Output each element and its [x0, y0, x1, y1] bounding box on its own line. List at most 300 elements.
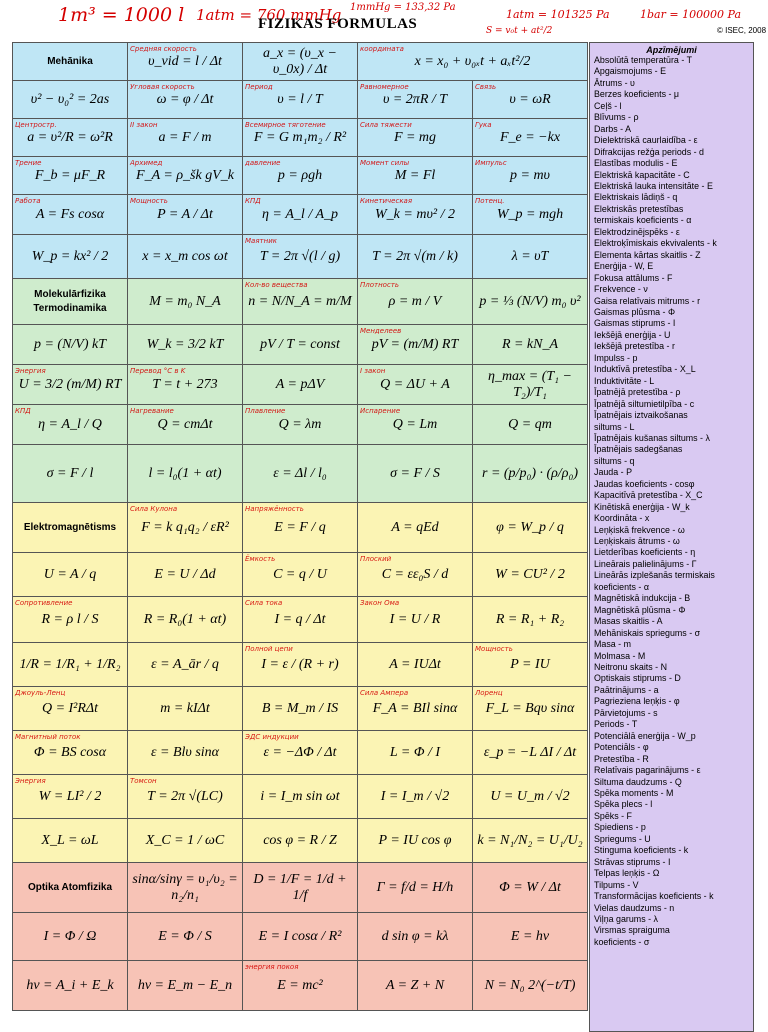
formula-cell — [13, 731, 128, 775]
legend-item: siltums - L — [594, 421, 635, 432]
formula-cell — [13, 643, 128, 687]
legend-item: Elektroķīmiskais ekvivalents - k — [594, 238, 717, 249]
formula: C = q / U — [273, 566, 327, 582]
handwritten-annotation: Закон Ома — [360, 599, 400, 607]
formula-cell — [358, 503, 473, 553]
legend-item: Elektriskā lauka intensitāte - E — [594, 180, 713, 191]
legend-item: Spiediens - p — [594, 822, 646, 833]
legend-item: Elektrodzinējspēks - ε — [594, 226, 680, 237]
formula: E = mc² — [277, 977, 323, 993]
formula: Φ = W / Δt — [499, 879, 561, 895]
formula-cell — [243, 235, 358, 279]
formula-cell — [358, 775, 473, 819]
legend-item: Pretestība - R — [594, 753, 649, 764]
formula: ρ = m / V — [388, 293, 442, 309]
formula-cell — [473, 279, 588, 325]
handwritten-note: 1atm = 101325 Pa — [506, 8, 610, 21]
formula: η_max = (T₁ − T₂)/T₁ — [488, 368, 572, 400]
legend-item: Īpatnējais kušanas siltums - λ — [594, 432, 710, 443]
section-title: Molekulārfizika Termodinamika — [33, 289, 107, 314]
legend-item: Spriegums - U — [594, 833, 651, 844]
formula-cell — [473, 195, 588, 235]
formula: U = 3/2 (m/M) RT — [18, 376, 122, 392]
handwritten-annotation: Потенц. — [475, 197, 505, 205]
formula-cell — [473, 775, 588, 819]
formula-cell — [128, 643, 243, 687]
formula: Q = I²RΔt — [41, 700, 99, 716]
formula: cos φ = R / Z — [263, 832, 337, 848]
formula-cell — [243, 119, 358, 157]
handwritten-annotation: I закон — [360, 367, 386, 375]
formula-cell — [243, 445, 358, 503]
formula: ε_p = −L ΔI / Δt — [483, 744, 577, 760]
formula-cell — [358, 553, 473, 597]
formula-cell — [13, 405, 128, 445]
formula: p = ρgh — [277, 167, 323, 183]
legend-item: Leņķiskā frekvence - ω — [594, 524, 685, 535]
formula: 1/R = 1/R₁ + 1/R₂ — [19, 656, 121, 672]
formula: r = (p/p₀) · (ρ/ρ₀) — [482, 465, 578, 481]
formula-cell — [243, 643, 358, 687]
handwritten-annotation: II закон — [130, 121, 158, 129]
legend-item: Molmasa - M — [594, 650, 646, 661]
handwritten-annotation: Сопротивление — [15, 599, 73, 607]
legend-item: Berzes koeficients - μ — [594, 89, 680, 100]
formula-cell — [473, 961, 588, 1011]
legend-item: Elektriskā kapacitāte - C — [594, 169, 690, 180]
legend-item: Frekvence - ν — [594, 284, 648, 295]
formula: hν = E_m − E_n — [137, 977, 233, 993]
formula-cell — [243, 195, 358, 235]
formula-cell — [243, 731, 358, 775]
formula: σ = F / S — [390, 465, 440, 481]
formula-cell — [243, 43, 358, 81]
legend-item: Strāvas stiprums - I — [594, 856, 671, 867]
formula: U = U_m / √2 — [490, 788, 570, 804]
formula-cell — [243, 961, 358, 1011]
formula-cell — [243, 553, 358, 597]
formula: n = N/N_A = m/M — [248, 293, 352, 309]
legend-item: Elementa kārtas skaitlis - Z — [594, 249, 701, 260]
legend-item: Stinguma koeficients - k — [594, 845, 689, 856]
formula: N = N₀ 2^(−t/T) — [484, 977, 576, 993]
section-4 — [13, 863, 588, 1011]
formula: D = 1/F = 1/d + 1/f — [253, 871, 347, 903]
formula: W_p = mgh — [496, 206, 564, 222]
handwritten-annotation: Полной цепи — [245, 645, 293, 653]
formula-cell — [473, 503, 588, 553]
formula-cell — [243, 365, 358, 405]
formula: I = I_m / √2 — [380, 788, 450, 804]
handwritten-annotation: Мощность — [475, 645, 513, 653]
formula-cell — [128, 597, 243, 643]
formula-cell — [128, 687, 243, 731]
formula-cell — [358, 325, 473, 365]
legend-item: Induktivitāte - L — [594, 375, 655, 386]
formula: η = A_l / Q — [38, 416, 102, 432]
section-3 — [13, 503, 588, 863]
formula: M = Fl — [394, 167, 436, 183]
formula: F = G m₁m₂ / R² — [253, 129, 347, 145]
legend-item: Enerģija - W, E — [594, 261, 654, 272]
formula: d sin φ = kλ — [381, 928, 449, 944]
legend-item: Potenciālā enerģija - W_p — [594, 730, 696, 741]
formula-cell — [473, 643, 588, 687]
formula: υ² − υ₀² = 2as — [30, 91, 110, 107]
formula: ε = −ΔΦ / Δt — [263, 744, 337, 760]
legend-item: Potenciāls - φ — [594, 742, 649, 753]
formula: W_k = 3/2 kT — [146, 336, 224, 352]
formula: F_b = μF_R — [34, 167, 106, 183]
legend-item: Blīvums - ρ — [594, 112, 639, 123]
handwritten-annotation: Сила тока — [245, 599, 283, 607]
formula-cell — [473, 553, 588, 597]
formula: F_A = ρ_šk gV_k — [136, 167, 234, 183]
formula: F = k q₁q₂ / εR² — [141, 519, 229, 535]
handwritten-annotation: ЭДС индукции — [245, 733, 299, 741]
legend-item: Relatīvais pagarinājums - ε — [594, 765, 701, 776]
legend-item: siltums - q — [594, 455, 635, 466]
page-title: FIZIKAS FORMULAS — [258, 16, 418, 32]
formula: U = A / q — [43, 566, 97, 582]
formula: T = 2π √(LC) — [147, 788, 223, 804]
formula-cell — [13, 775, 128, 819]
handwritten-annotation: Томсон — [130, 777, 157, 785]
formula-cell — [473, 445, 588, 503]
legend-item: Spēks - F — [594, 810, 632, 821]
formula: a_x = (υ_x − υ_0x) / Δt — [263, 45, 337, 77]
formula-cell — [473, 405, 588, 445]
formula: A = Fs cosα — [35, 206, 105, 222]
legend-item: Darbs - A — [594, 123, 631, 134]
formula: pV / T = const — [260, 336, 340, 352]
formula-cell — [358, 913, 473, 961]
formula: σ = F / l — [46, 465, 94, 481]
legend-item: Iekšējā enerģija - U — [594, 329, 671, 340]
handwritten-annotation: Импульс — [475, 159, 507, 167]
handwritten-annotation: Джоуль-Ленц — [15, 689, 66, 697]
formula: L = Φ / I — [389, 744, 441, 760]
formula-cell — [13, 687, 128, 731]
formula: E = U / Δd — [154, 566, 216, 582]
formula: R = R₁ + R₂ — [495, 611, 565, 627]
formula-cell — [13, 119, 128, 157]
formula: P = A / Δt — [157, 206, 213, 222]
handwritten-annotation: Момент силы — [360, 159, 410, 167]
formula: Γ = f/d = H/h — [376, 879, 454, 895]
legend-item: Elastības modulis - E — [594, 158, 678, 169]
legend-item: Gaismas stiprums - I — [594, 318, 676, 329]
legend-item: Masas skaitlis - A — [594, 616, 663, 627]
formula-cell — [128, 553, 243, 597]
formula: A = pΔV — [275, 376, 325, 392]
legend-item: Magnētiskā plūsma - Φ — [594, 604, 686, 615]
formula: φ = W_p / q — [496, 519, 564, 535]
handwritten-annotation: давление — [245, 159, 281, 167]
formula-cell — [13, 81, 128, 119]
formula-cell — [128, 279, 243, 325]
formula: X_C = 1 / ωC — [145, 832, 225, 848]
legend-item: Leņķiskais ātrums - ω — [594, 536, 680, 547]
formula-cell — [473, 687, 588, 731]
formula-cell — [128, 235, 243, 279]
formula-cell — [128, 43, 243, 81]
formula: E = F / q — [274, 519, 326, 535]
formula: T = 2π √(m / k) — [372, 248, 458, 264]
formula: F_L = Bqυ sinα — [485, 700, 575, 716]
handwritten-annotation: Архимед — [130, 159, 163, 167]
handwritten-annotation: Магнитный поток — [15, 733, 81, 741]
formula: pV = (m/M) RT — [371, 336, 459, 352]
section-2 — [13, 279, 588, 503]
formula: i = I_m sin ωt — [260, 788, 340, 804]
formula: ε = A_ār / q — [151, 656, 219, 672]
formula-cell — [128, 81, 243, 119]
formula: Q = λm — [278, 416, 322, 432]
legend-item: Kinētiskā enerģija - W_k — [594, 501, 690, 512]
handwritten-annotation: Сила тяжести — [360, 121, 412, 129]
legend-item: Īpatnējā siltumietilpība - c — [594, 398, 695, 409]
formula: P = IU cos φ — [378, 832, 452, 848]
handwritten-note: 1bar = 100000 Pa — [640, 8, 742, 21]
formula-cell — [13, 235, 128, 279]
formula: a = F / m — [158, 129, 212, 145]
handwritten-annotation: Менделеев — [360, 327, 402, 335]
handwritten-annotation: Плотность — [360, 281, 400, 289]
handwritten-annotation: Угловая скорость — [130, 83, 195, 91]
legend-item: Magnētiskā indukcija - B — [594, 593, 691, 604]
formula-cell — [13, 445, 128, 503]
formula: R = R₀(1 + αt) — [143, 611, 227, 627]
legend-item: Kapacitīvā pretestība - X_C — [594, 490, 703, 501]
formula-cell — [13, 157, 128, 195]
formula: p = ⅓ (N/V) m₀ υ² — [479, 293, 581, 309]
legend-item: Elektriskais lādiņš - q — [594, 192, 678, 203]
handwritten-annotation: Мощность — [130, 197, 168, 205]
legend-item: Siltuma daudzums - Q — [594, 776, 682, 787]
formula: F_A = BIl sinα — [372, 700, 458, 716]
legend-item: Lineārās izplešanās termiskais — [594, 570, 715, 581]
formula-cell — [128, 157, 243, 195]
formula-cell — [473, 157, 588, 195]
legend-item: Jaudas koeficients - cosφ — [594, 478, 695, 489]
formula: Q = Lm — [392, 416, 438, 432]
legend-item: Jauda - P — [594, 467, 632, 478]
formula-cell — [473, 863, 588, 913]
legend-item: Gaismas plūsma - Φ — [594, 306, 676, 317]
formula: ε = Δl / l₀ — [273, 465, 327, 481]
formula-cell — [13, 961, 128, 1011]
legend-item: Fokusa attālums - F — [594, 272, 673, 283]
formula-cell — [13, 553, 128, 597]
legend-list — [594, 55, 749, 948]
formula-cell — [128, 819, 243, 863]
handwritten-annotation: Равномерное — [360, 83, 409, 91]
legend-item: Periods - T — [594, 719, 638, 730]
formula-cell — [13, 819, 128, 863]
formula-cell — [128, 325, 243, 365]
handwritten-note: 1atm = 760 mmHg — [196, 6, 342, 24]
formula-cell — [243, 325, 358, 365]
formula: Φ = BS cosα — [33, 744, 107, 760]
handwritten-annotation: Сила Кулона — [130, 505, 178, 513]
formula-cell — [13, 597, 128, 643]
section-title: Optika Atomfizika — [27, 881, 113, 893]
handwritten-annotation: Плавление — [245, 407, 286, 415]
handwritten-annotation: Всемирное тяготение — [245, 121, 326, 129]
legend-item: Induktīvā pretestība - X_L — [594, 364, 696, 375]
handwritten-annotation: Кол-во вещества — [245, 281, 308, 289]
legend-item: Neitronu skaits - N — [594, 662, 667, 673]
formula-cell — [473, 235, 588, 279]
formula-cell — [473, 819, 588, 863]
formula: ω = φ / Δt — [156, 91, 214, 107]
legend-item: Īpatnējā pretestība - ρ — [594, 387, 681, 398]
handwritten-annotation: Плоский — [360, 555, 392, 563]
formula: P = IU — [510, 656, 550, 672]
formula: F = mg — [393, 129, 437, 145]
formula: F_e = −kx — [499, 129, 561, 145]
legend-title: Apzīmējumi — [646, 45, 697, 55]
formula-cell — [243, 913, 358, 961]
handwritten-annotation: энергия покоя — [245, 963, 299, 971]
legend-item: Virsmas spraiguma — [594, 925, 670, 936]
handwritten-annotation: Ёмкость — [245, 555, 276, 563]
formula-cell — [358, 863, 473, 913]
formula-cell — [13, 365, 128, 405]
handwritten-note: 1mmHg = 133,32 Pa — [350, 2, 456, 13]
formula-cell — [358, 157, 473, 195]
legend-item: Lineārais palielinājums - Γ — [594, 558, 697, 569]
legend-item: Vielas daudzums - n — [594, 902, 675, 913]
legend-item: Absolūtā temperatūra - T — [594, 55, 693, 65]
legend-item: Viļņa garums - λ — [594, 913, 658, 924]
formula-cell — [243, 157, 358, 195]
formula: I = ε / (R + r) — [261, 656, 339, 672]
formula: A = IUΔt — [389, 656, 441, 672]
formula: T = t + 273 — [152, 376, 218, 392]
legend-item: Telpas leņķis - Ω — [594, 868, 660, 879]
handwritten-annotation: Связь — [475, 83, 497, 91]
formula: I = q / Δt — [274, 611, 326, 627]
handwritten-annotation: Напряжённость — [245, 505, 304, 513]
legend-panel — [589, 42, 754, 1032]
formula-cell — [128, 731, 243, 775]
formula: R = kN_A — [501, 336, 559, 352]
formula-cell — [358, 961, 473, 1011]
legend-item: Spēka moments - M — [594, 788, 674, 798]
handwritten-annotation: Работа — [15, 197, 41, 205]
section-title: Elektromagnētisms — [23, 521, 117, 533]
handwritten-annotation: Средняя скорость — [130, 45, 197, 53]
handwritten-annotation: координата — [360, 45, 404, 53]
formula-cell — [358, 405, 473, 445]
formula: B = M_m / IS — [261, 700, 339, 716]
legend-item: Elektriskās pretestības — [594, 203, 684, 214]
legend-item: koeficients - σ — [594, 936, 650, 947]
legend-item: Ātrums - υ — [594, 77, 635, 88]
formula-cell — [358, 445, 473, 503]
formula-cell — [473, 365, 588, 405]
formula: Q = ΔU + A — [380, 376, 450, 392]
formula: p = mυ — [510, 167, 550, 183]
section-header — [13, 279, 128, 325]
formula: E = hν — [510, 928, 550, 944]
formula-cell — [358, 279, 473, 325]
legend-item: koeficients - α — [594, 581, 649, 592]
legend-item: Ceļš - l — [594, 100, 622, 111]
legend-item: Difrakcijas režģa periods - d — [594, 146, 704, 157]
formula-cell — [243, 597, 358, 643]
legend-item: Spēka plecs - l — [594, 799, 653, 810]
formula: W = CU² / 2 — [495, 566, 565, 582]
handwritten-note: 1m³ = 1000 l — [58, 4, 185, 26]
legend-item: Iekšējā pretestība - r — [594, 341, 675, 352]
formula: W = LI² / 2 — [38, 788, 102, 804]
formula-cell — [128, 119, 243, 157]
formula: λ = υT — [511, 248, 549, 264]
handwritten-annotation: Сила Ампера — [360, 689, 409, 697]
formula: M = m₀ N_A — [149, 293, 221, 309]
legend-item: Impulss - p — [594, 352, 638, 363]
formula: I = Φ / Ω — [43, 928, 97, 944]
formula: m = kIΔt — [160, 700, 210, 716]
section-header — [13, 863, 128, 913]
formula-cell — [358, 195, 473, 235]
formula: sinα/sinγ = υ₁/υ₂ = n₂/n₁ — [132, 871, 238, 903]
formula: υ = 2πR / T — [382, 91, 448, 107]
formula-cell — [128, 405, 243, 445]
formula-cell — [13, 195, 128, 235]
formula: A = Z + N — [385, 977, 445, 993]
formula-cell — [358, 643, 473, 687]
formula-cell — [358, 365, 473, 405]
formula-cell — [358, 81, 473, 119]
formula: p = (N/V) kT — [33, 336, 107, 352]
handwritten-annotation: Нагревание — [130, 407, 174, 415]
formula-cell — [128, 961, 243, 1011]
formula: x = x_m cos ωt — [142, 248, 228, 264]
formula: k = N₁/N₂ = U₁/U₂ — [477, 832, 583, 848]
formula: W_k = mυ² / 2 — [375, 206, 455, 222]
legend-item: Apgaismojums - E — [594, 66, 667, 77]
formula: A = qEd — [391, 519, 439, 535]
formula: E = I cosα / R² — [258, 928, 342, 944]
formula-cell — [243, 279, 358, 325]
formula: υ_vid = l / Δt — [148, 53, 222, 69]
formula-cell — [128, 913, 243, 961]
legend-item: Dielektriskā caurlaidība - ε — [594, 135, 698, 146]
legend-item: Koordināta - x — [594, 513, 650, 524]
formula-cell — [243, 405, 358, 445]
formula-cell — [473, 731, 588, 775]
formula-cell — [358, 731, 473, 775]
formula-cell — [243, 775, 358, 819]
legend-item: Pagrieziena leņķis - φ — [594, 696, 680, 707]
handwritten-annotation: Перевод °C в K — [130, 367, 186, 375]
formula: R = ρ l / S — [41, 611, 99, 627]
formula-cell — [473, 119, 588, 157]
section-1 — [13, 43, 588, 279]
formula: Q = cmΔt — [157, 416, 213, 432]
handwritten-annotation: Кинетическая — [360, 197, 413, 205]
formula: T = 2π √(l / g) — [259, 248, 341, 264]
formula-cell — [243, 687, 358, 731]
formula: ε = Blυ sinα — [150, 744, 220, 760]
legend-item: Tilpums - V — [594, 879, 639, 890]
formula: hν = A_i + E_k — [26, 977, 114, 993]
handwritten-annotation: Энергия — [15, 777, 46, 785]
